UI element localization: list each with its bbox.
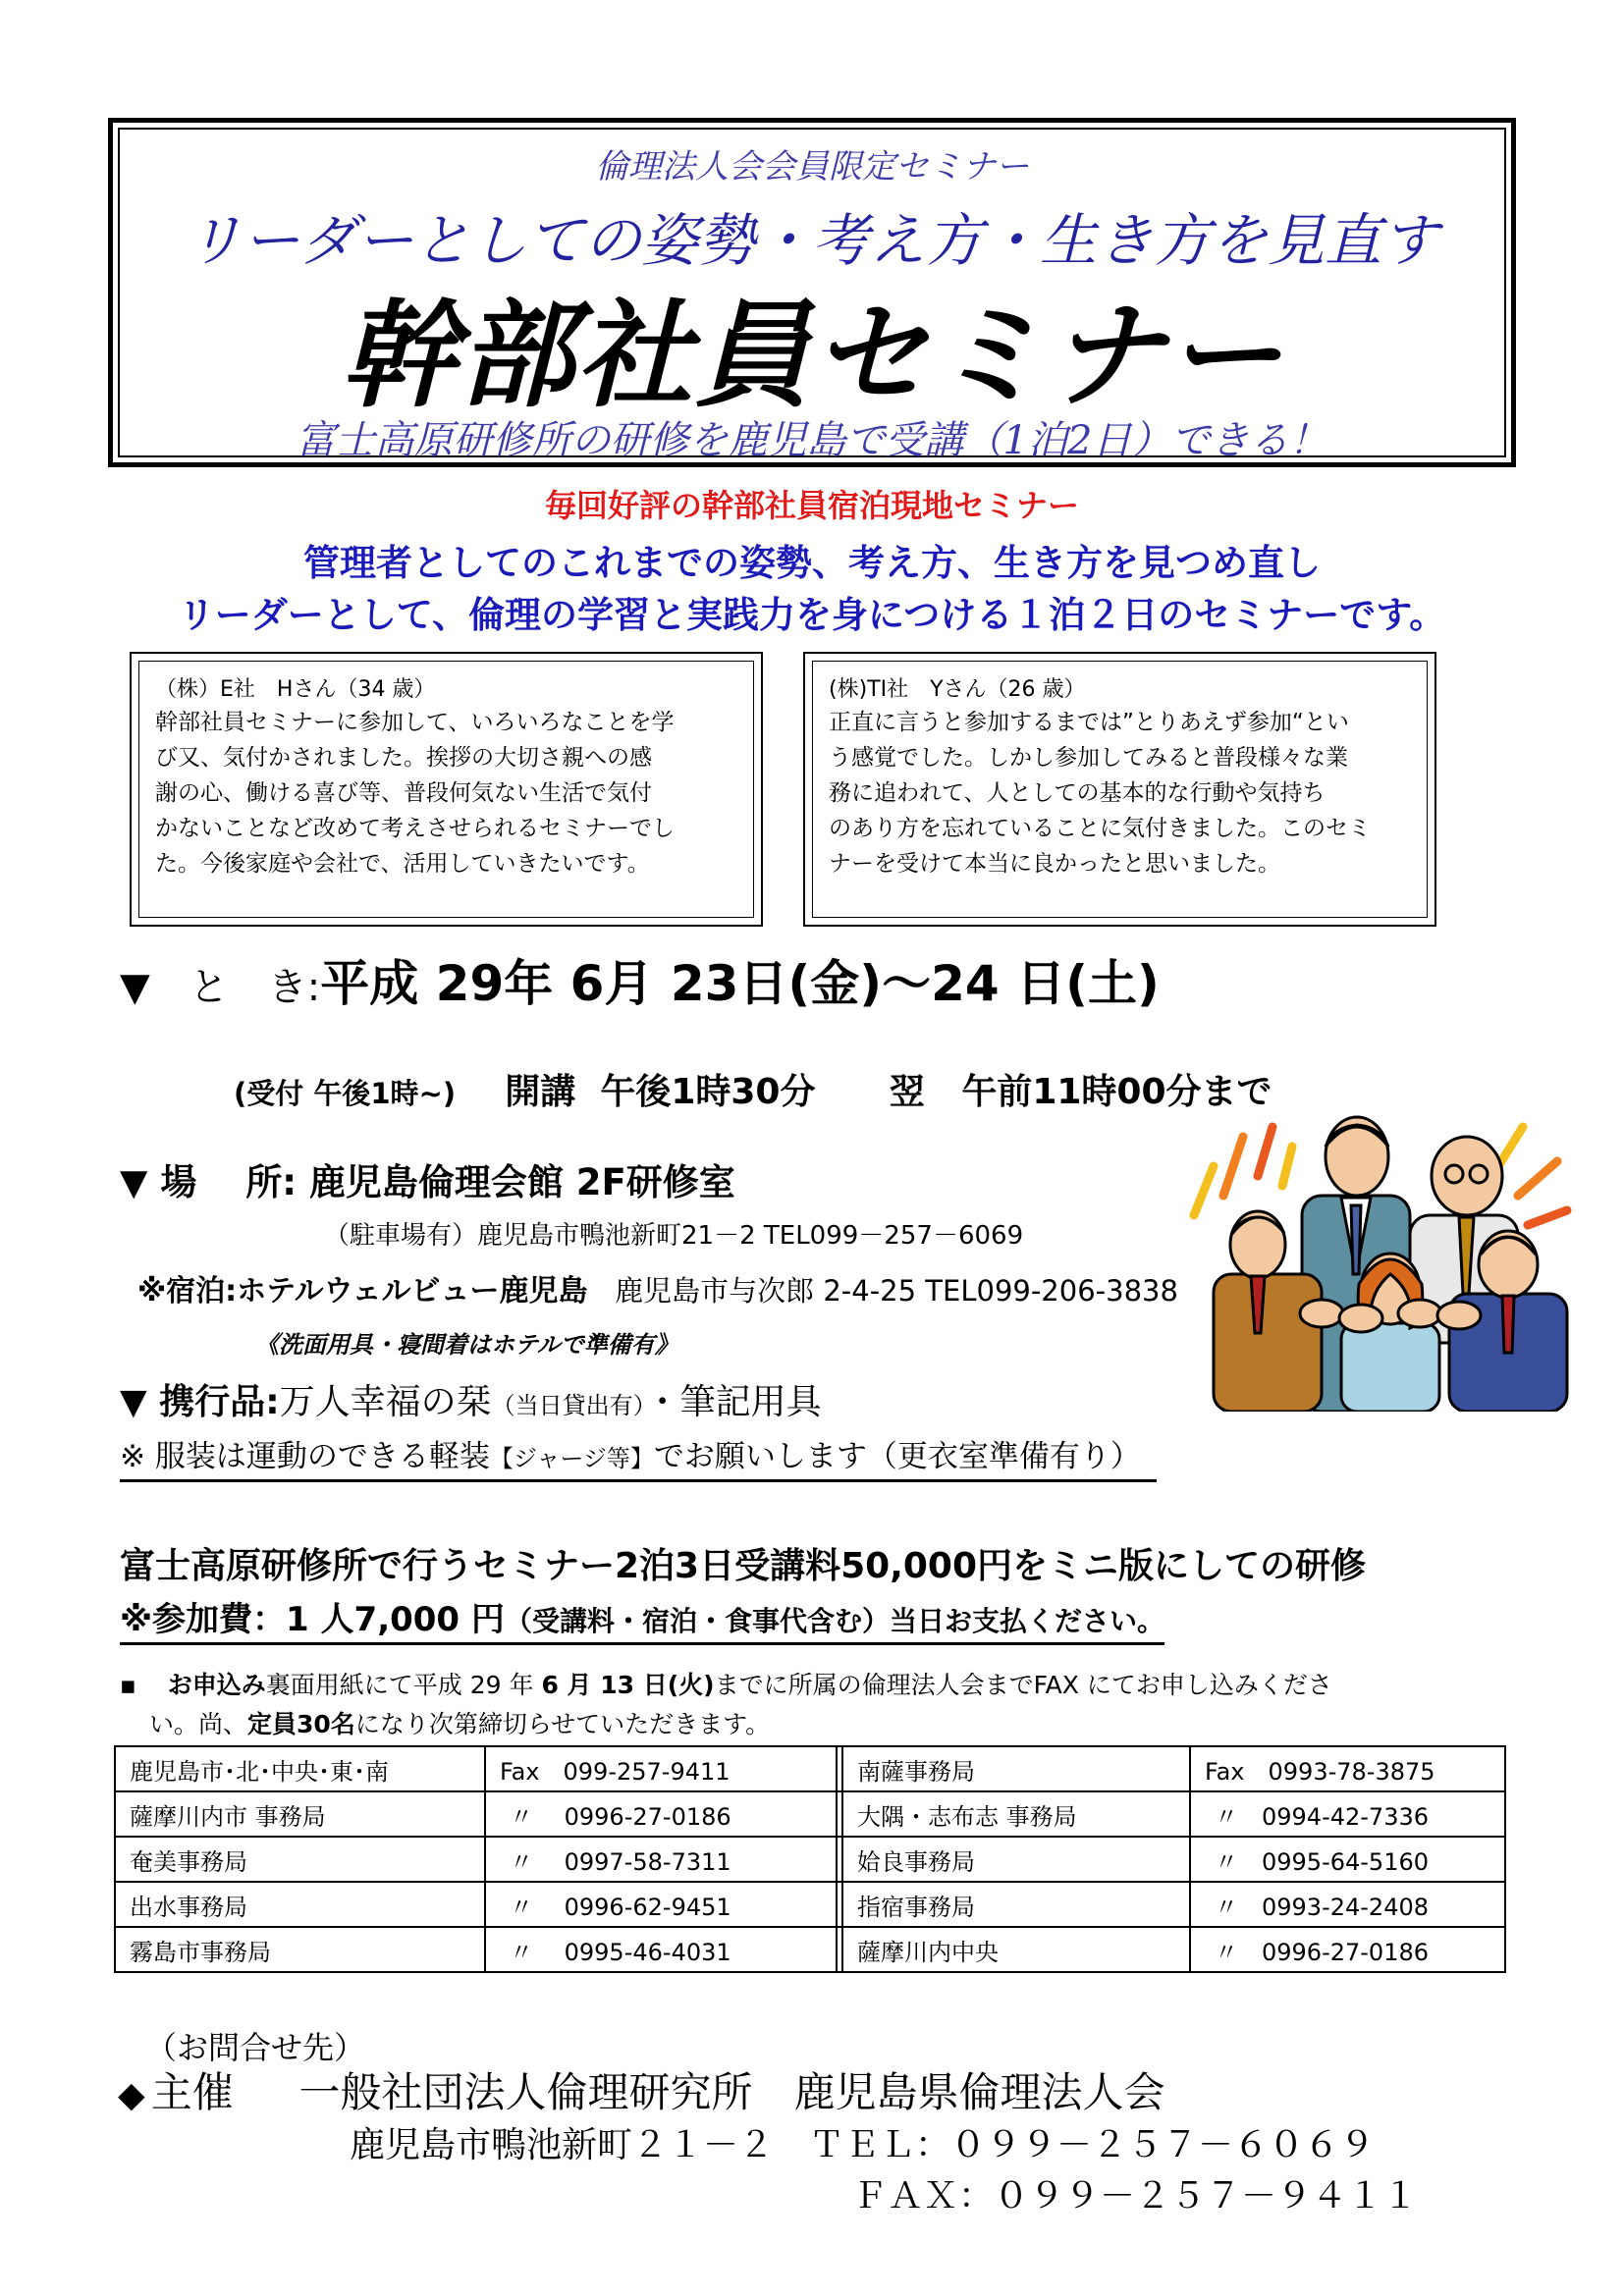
carry-item-1: 万人幸福の栞: [279, 1382, 492, 1422]
host-label: 主催: [150, 2068, 234, 2116]
reception-time: (受付 午後1時~): [234, 1077, 457, 1110]
dress-note: [120, 1431, 1157, 1482]
next-day-label: 翌: [889, 1072, 925, 1112]
closing-time: 午前11時00分まで: [961, 1072, 1272, 1112]
dress-note-a: ※ 服装は運動のできる軽装: [120, 1439, 490, 1474]
application-capacity: 定員30名: [247, 1710, 355, 1738]
header-inner-frame: [118, 128, 1506, 463]
schedule-label: ▼ と き:: [120, 965, 321, 1010]
office-fax: 〃 0997-58-7311: [485, 1837, 837, 1882]
lead-line-2: リーダーとして、倫理の学習と実践力を身につける１泊２日のセミナーです。: [178, 594, 1446, 636]
application-text-1: 裏面用紙にて平成 29 年: [265, 1671, 534, 1699]
office-fax: 〃 0995-46-4031: [485, 1927, 837, 1972]
testimonial-author: (株)TI社 Yさん（26 歳）: [829, 677, 1086, 702]
application-line-1: [120, 1666, 1332, 1701]
office-row: [115, 1746, 1505, 1791]
testimonial-line: かないことなど改めて考えさせられるセミナーでし: [155, 816, 675, 841]
office-name: 薩摩川内市 事務局: [115, 1791, 485, 1837]
venue-parking: （駐車場有）鹿児島市鴨池新町21－2 TEL099－257－6069: [324, 1221, 1024, 1251]
comparison-line: 富士高原研修所で行うセミナー2泊3日受講料50,000円をミニ版にしての研修: [120, 1546, 1367, 1586]
office-name: 指宿事務局: [842, 1882, 1190, 1927]
contact-address-tel: 鹿児島市鴨池新町２１－２ ＴＥＬ：０９９－２５７－６０６９: [350, 2125, 1376, 2165]
office-name: 薩摩川内中央: [842, 1927, 1190, 1972]
office-fax: 〃 0993-24-2408: [1190, 1882, 1505, 1927]
testimonial-line: び又、気付かされました。挨拶の大切さ親への感: [155, 745, 652, 771]
burst-lines-right: [1498, 1127, 1567, 1225]
office-table-body: [115, 1746, 1505, 1972]
fee-label: ※参加費：1 人7,000 円: [120, 1600, 505, 1639]
lead-line-1: 管理者としてのこれまでの姿勢、考え方、生き方を見つめ直し: [303, 542, 1321, 584]
header-pre-title: 倫理法人会会員限定セミナー: [595, 147, 1029, 187]
bullet-icon: ▪: [120, 1671, 136, 1699]
testimonial-line: のあり方を忘れていることに気付きました。このセミ: [829, 816, 1371, 841]
carry-items-row: [120, 1374, 822, 1424]
office-name: 奄美事務局: [115, 1837, 485, 1882]
application-text-3: い。尚、: [149, 1710, 248, 1738]
opening-label: 開講: [505, 1072, 576, 1112]
testimonial-box-right: [803, 652, 1436, 927]
diamond-icon: ◆: [118, 2075, 145, 2115]
office-row: [115, 1882, 1505, 1927]
office-fax: Fax 0993-78-3875: [1190, 1746, 1505, 1791]
host-row: [118, 2060, 1164, 2119]
header-subtitle: リーダーとしての姿勢・考え方・生き方を見直す: [185, 207, 1438, 274]
testimonial-line: ナーを受けて本当に良かったと思いました。: [829, 851, 1280, 877]
office-name: 鹿児島市･北･中央･東･南: [115, 1746, 485, 1791]
application-deadline: 6 月 13 日(火): [541, 1671, 715, 1699]
application-text-2: までに所属の倫理法人会までFAX にてお申し込みくださ: [714, 1671, 1332, 1699]
dress-note-b: 【ジャージ等】: [489, 1445, 654, 1472]
seminar-title: 幹部社員セミナー: [340, 287, 1283, 423]
office-row: [115, 1791, 1505, 1837]
dress-note-c: でお願いします（更衣室準備有り）: [653, 1439, 1141, 1474]
testimonial-line: 謝の心、働ける喜び等、普段何気ない生活で気付: [155, 780, 652, 806]
testimonial-line: 正直に言うと参加するまでは”とりあえず参加“とい: [829, 710, 1349, 735]
fee-detail: （受講料・宿泊・食事代含む）当日お支払ください。: [504, 1605, 1164, 1637]
office-name: 出水事務局: [115, 1882, 485, 1927]
burst-lines-left: [1194, 1127, 1292, 1215]
testimonial-box-left: [130, 652, 763, 927]
testimonial-line: 幹部社員セミナーに参加して、いろいろなことを学: [155, 710, 675, 735]
application-line-2: [149, 1705, 770, 1740]
venue-name: 鹿児島倫理会館 2F研修室: [308, 1161, 735, 1203]
office-row: [115, 1927, 1505, 1972]
office-fax: Fax 099-257-9411: [485, 1746, 837, 1791]
fee-row: [120, 1592, 1164, 1645]
opening-time: 午後1時30分: [600, 1072, 816, 1112]
contact-fax: ＦＡＸ：０９９－２５７－９４１１: [852, 2176, 1419, 2216]
carry-item-1-note: （当日貸出有）: [491, 1392, 645, 1419]
office-name: 大隅・志布志 事務局: [842, 1791, 1190, 1837]
header-note: 富士高原研修所の研修を鹿児島で受講（1泊2日）できる！: [296, 418, 1328, 463]
organizer-names: 一般社団法人倫理研究所 鹿児島県倫理法人会: [298, 2068, 1165, 2116]
office-fax: 〃 0996-27-0186: [485, 1791, 837, 1837]
office-name: 南薩事務局: [842, 1746, 1190, 1791]
office-fax: 〃 0996-62-9451: [485, 1882, 837, 1927]
testimonial-inner: [812, 661, 1428, 918]
office-fax-table: [114, 1745, 1506, 1973]
testimonial-line: う感覚でした。しかし参加してみると普段様々な業: [829, 745, 1348, 771]
schedule-date-row: [120, 944, 1160, 1015]
schedule-date: 平成 29年 6月 23日(金)～24 日(土): [320, 955, 1160, 1012]
seminar-header-box: [108, 118, 1516, 467]
venue-row: [120, 1152, 735, 1205]
venue-label: ▼ 場 所:: [120, 1161, 298, 1203]
office-name: 姶良事務局: [842, 1837, 1190, 1882]
office-fax: 〃 0995-64-5160: [1190, 1837, 1505, 1882]
application-text-4: になり次第締切らせていただきます。: [354, 1710, 771, 1738]
office-fax: 〃 0994-42-7336: [1190, 1791, 1505, 1837]
testimonial-line: た。今後家庭や会社で、活用していきたいです。: [155, 851, 650, 877]
application-label: お申込み: [167, 1671, 266, 1699]
amenity-note: 《洗面用具・寝間着はホテルで準備有》: [255, 1331, 678, 1359]
business-meeting-illustration: [1174, 1107, 1577, 1412]
testimonial-author: （株）E社 Hさん（34 歳）: [155, 677, 436, 702]
schedule-hours-row: [234, 1064, 1272, 1114]
hotel-name: ※宿泊:ホテルウェルビュー鹿児島: [137, 1274, 588, 1308]
office-fax: 〃 0996-27-0186: [1190, 1927, 1505, 1972]
hotel-address: 鹿児島市与次郎 2-4-25 TEL099-206-3838: [615, 1274, 1178, 1308]
hotel-row: [137, 1266, 1178, 1309]
office-name: 霧島市事務局: [115, 1927, 485, 1972]
inquiry-label: （お問合せ先）: [145, 2029, 366, 2066]
testimonial-inner: [138, 661, 754, 918]
testimonial-line: 務に追われて、人としての基本的な行動や気持ち: [829, 780, 1326, 806]
promo-line: 毎回好評の幹部社員宿泊現地セミナー: [544, 487, 1079, 524]
office-row: [115, 1837, 1505, 1882]
carry-item-2: ・筆記用具: [644, 1382, 822, 1422]
carry-label: ▼ 携行品:: [120, 1382, 280, 1422]
